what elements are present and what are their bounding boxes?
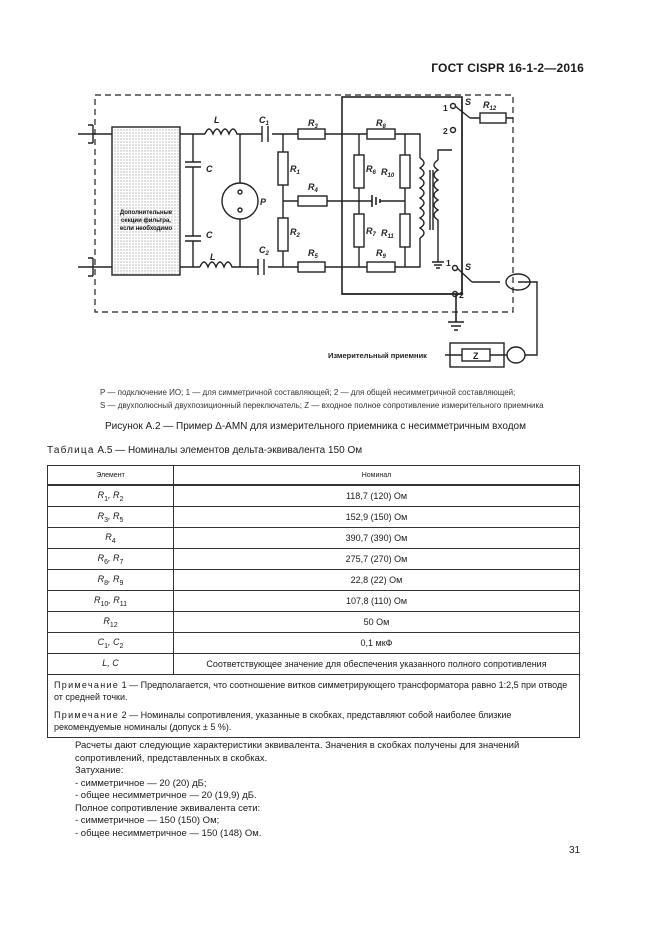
- label-z: Z: [473, 351, 479, 361]
- table-title: Таблица А.5 — Номиналы элементов дельта-эквивалента 150 Ом: [47, 445, 363, 456]
- filter-section-box: [112, 127, 180, 275]
- svg-text:2: 2: [443, 126, 448, 136]
- page-number: 31: [569, 845, 581, 856]
- nominal-cell: Соответствующее значение для обеспечения указанного полного сопротивления: [174, 654, 580, 675]
- inductor-top: [205, 129, 240, 134]
- nominal-cell: 118,7 (120) Ом: [174, 485, 580, 507]
- table-row: [48, 485, 580, 507]
- nominals-table: [47, 465, 580, 738]
- nominal-cell: 275,7 (270) Ом: [174, 549, 580, 570]
- svg-text:R10: $R_{10}$: [381, 167, 395, 179]
- element-cell: $R_8$, $R_9$: [48, 570, 174, 591]
- nominal-cell: 22,8 (22) Ом: [174, 570, 580, 591]
- capacitor-c1: [262, 126, 268, 142]
- table-row: [48, 633, 580, 654]
- label-s-bottom: S: [465, 262, 472, 272]
- nominal-cell: 390,7 (390) Ом: [174, 528, 580, 549]
- inductor-bottom: [200, 262, 236, 267]
- svg-text:1: 1: [446, 258, 451, 268]
- svg-text:R3: $R_3$: [308, 118, 318, 130]
- element-cell: $R_1$, $R_2$: [48, 485, 174, 507]
- svg-text:R4: $R_4$: [308, 182, 318, 194]
- col-header-nominal: Номинал: [174, 466, 580, 486]
- svg-text:R5: $R_5$: [308, 248, 318, 260]
- label-l-bottom: L: [210, 252, 216, 262]
- nominal-cell: 50 Ом: [174, 612, 580, 633]
- svg-text:R9: $R_9$: [376, 248, 386, 260]
- table-row: [48, 612, 580, 633]
- label-l-top: L: [214, 115, 220, 125]
- svg-text:R7: $R_7$: [366, 226, 376, 238]
- p-connector: [222, 183, 258, 219]
- note-1: Примечание 1 — Предполагается, что соотношение витков симметрирующего трансформатора равно 1:2,5 при отводе от средней точки.: [54, 680, 568, 702]
- svg-text:C2: $C_2$: [259, 245, 269, 257]
- table-row: [48, 528, 580, 549]
- element-cell: L, C: [48, 654, 174, 675]
- table-row: [48, 507, 580, 528]
- circuit-diagram: [0, 80, 661, 380]
- table-row: [48, 591, 580, 612]
- svg-text:C1: $C_1$: [259, 115, 269, 127]
- svg-text:R6: $R_6$: [366, 164, 376, 176]
- table-row: [48, 570, 580, 591]
- label-s-top: S: [465, 97, 472, 107]
- table-row: [48, 654, 580, 675]
- element-cell: $C_1$, $C_2$: [48, 633, 174, 654]
- element-cell: $R_3$, $R_5$: [48, 507, 174, 528]
- element-cell: $R_6$, $R_7$: [48, 549, 174, 570]
- table-row: [48, 549, 580, 570]
- svg-text:R1: $R_1$: [290, 164, 300, 176]
- body-text: Расчеты дают следующие характеристики эквивалента. Значения в скобках получены для значений сопротивлений, представленных в скобках. Затухание: - симметричное — 20 (20) дБ; - общее несимметричное — 20 (19,9) дБ. Полное сопротивление эквивалента сети: - симметричное — 150 (150) Ом; - общее несимметричное — 150 (148) Ом.: [75, 740, 520, 839]
- svg-text:1: 1: [443, 103, 448, 113]
- col-header-element: Элемент: [48, 466, 174, 486]
- element-cell: $R_{12}$: [48, 612, 174, 633]
- svg-text:R11: $R_{11}$: [381, 228, 394, 240]
- transformer: [420, 158, 424, 238]
- nominal-cell: 152,9 (150) Ом: [174, 507, 580, 528]
- svg-text:2: 2: [459, 290, 464, 300]
- svg-text:секции фильтра,: секции фильтра,: [121, 218, 171, 224]
- document-header: ГОСТ CISPR 16-1-2—2016: [431, 61, 584, 75]
- svg-text:если необходимо: если необходимо: [119, 226, 173, 232]
- capacitor-c2: [258, 259, 264, 275]
- svg-text:R2: $R_2$: [290, 227, 300, 239]
- label-p: P: [260, 197, 267, 207]
- svg-text:R12: $R_{12}$: [483, 100, 497, 112]
- note-2: Примечание 2 — Номиналы сопротивления, указанные в скобках, представляют собой наиболее близкие рекомендуемые номиналы (допуск ± 5 %).: [54, 710, 512, 732]
- label-c-bottom: C: [206, 230, 213, 240]
- figure-caption: Рисунок А.2 — Пример Δ-AMN для измерительного приемника с несимметричным входом: [105, 421, 526, 432]
- element-cell: $R_{10}$, $R_{11}$: [48, 591, 174, 612]
- nominal-cell: 0,1 мкФ: [174, 633, 580, 654]
- figure-legend: P — подключение ИО; 1 — для симметричной составляющей; 2 — для общей несимметричной составляющей; S — двухполюсный двухпозиционный переключатель; Z — входное полное сопротивление измерительного приемника: [100, 388, 544, 410]
- svg-text:Дополнительные: Дополнительные: [119, 210, 173, 216]
- element-cell: $R_4$: [48, 528, 174, 549]
- table-notes: [48, 675, 580, 738]
- receiver-label: Измерительный приемник: [328, 351, 427, 360]
- label-c-top: C: [206, 164, 213, 174]
- nominal-cell: 107,8 (110) Ом: [174, 591, 580, 612]
- svg-text:R8: $R_8$: [376, 118, 386, 130]
